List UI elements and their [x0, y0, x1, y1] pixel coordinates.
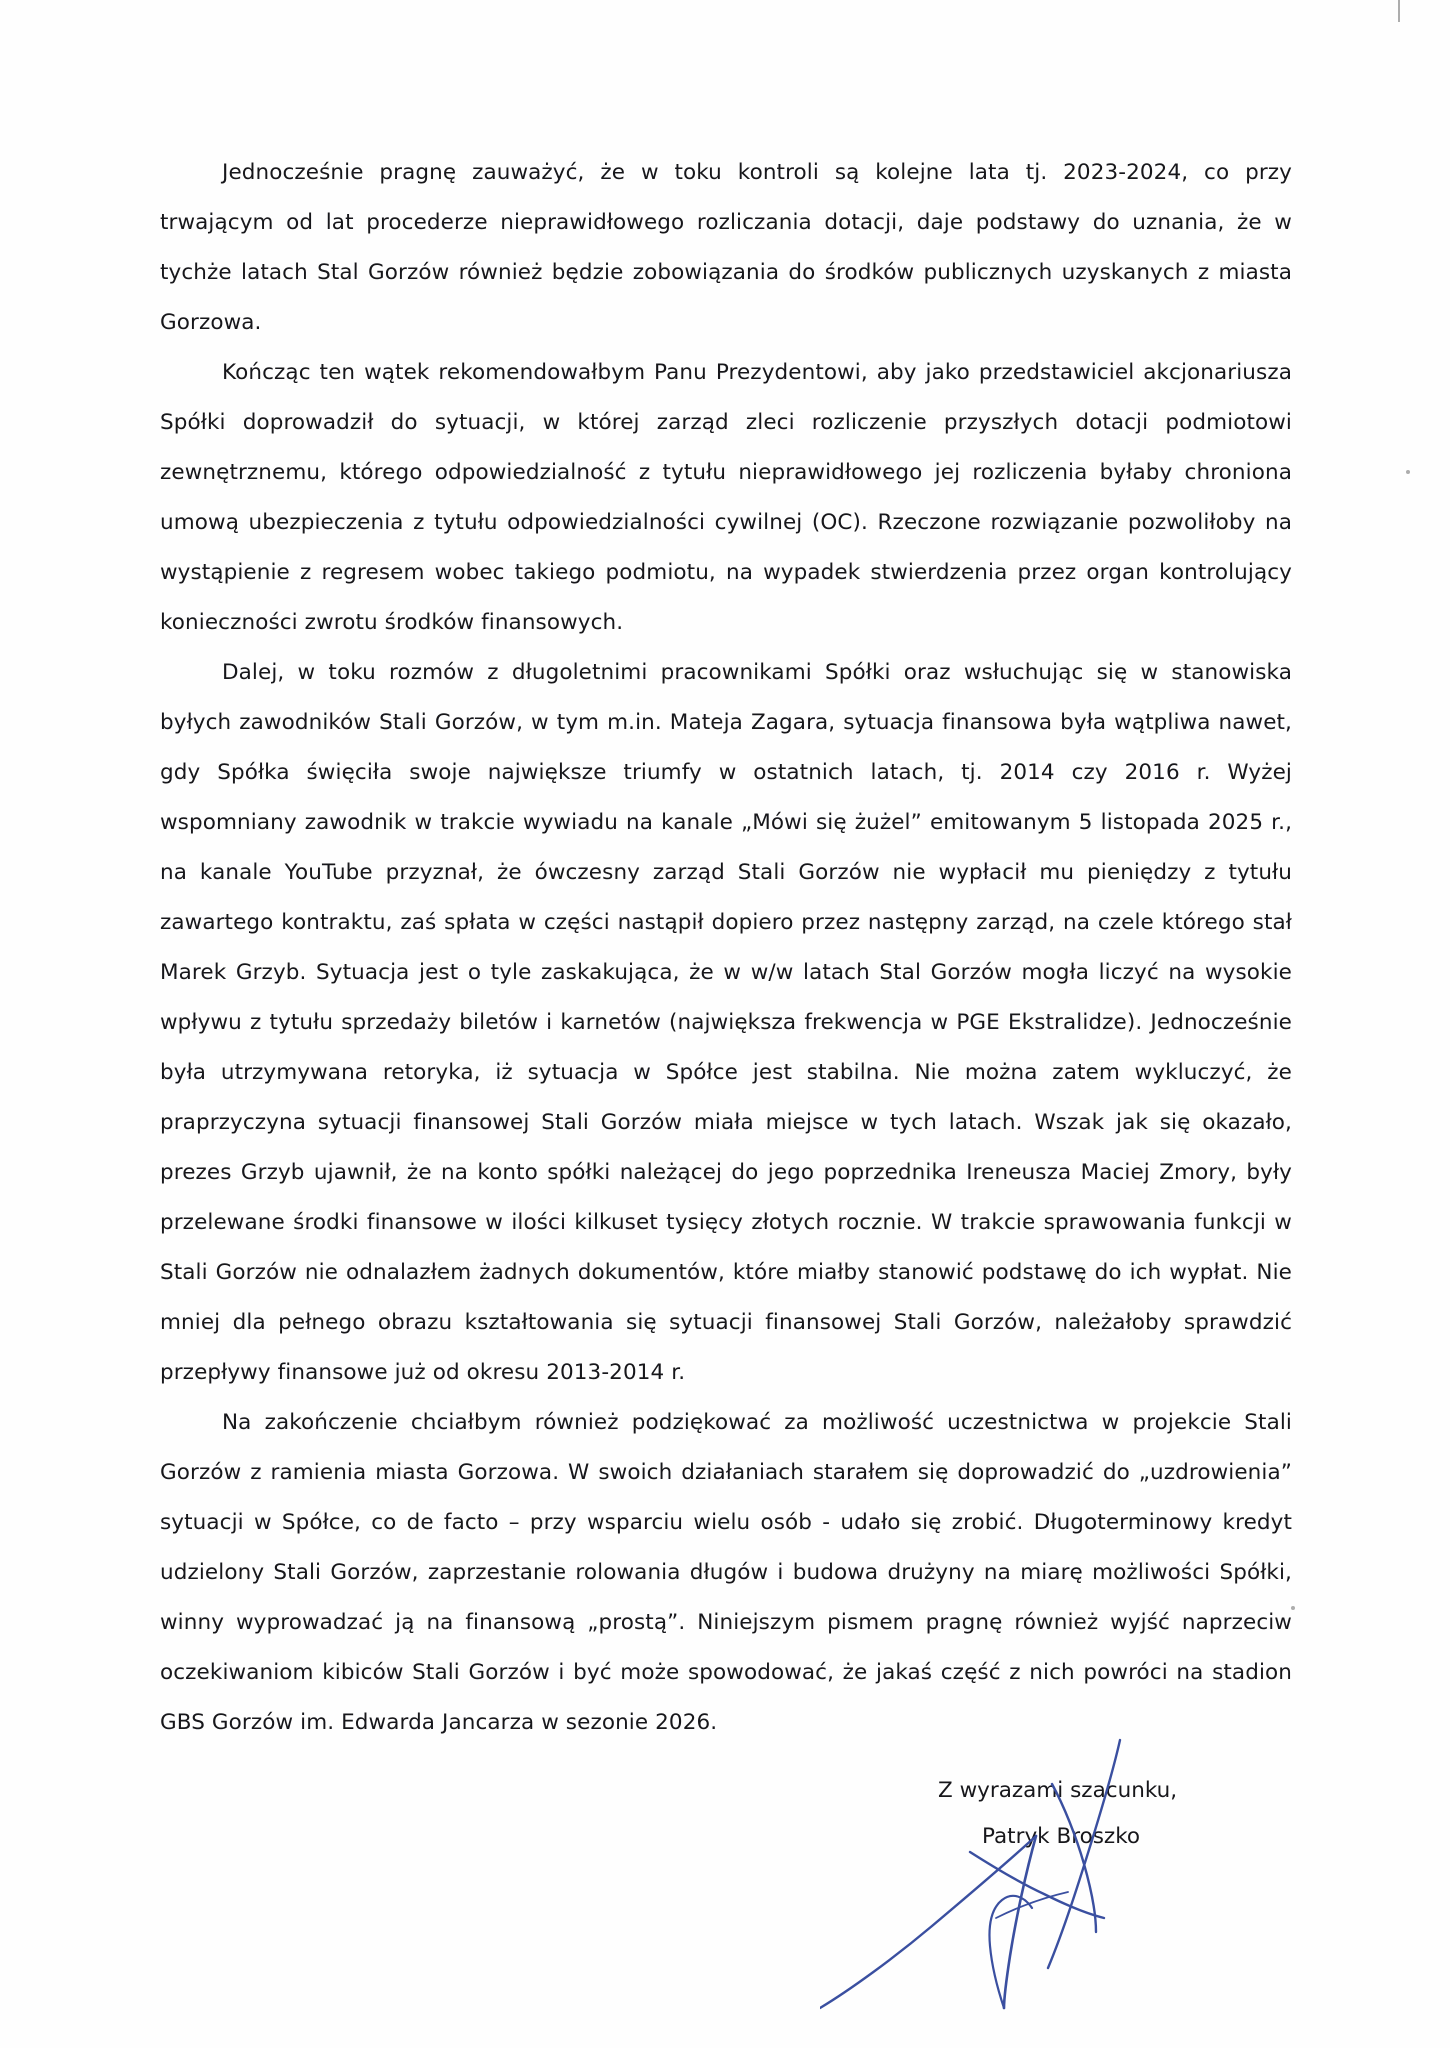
paragraph-1: Jednocześnie pragnę zauważyć, że w toku kontroli są kolejne lata tj. 2023-2024, co przy trwającym od lat procederze nieprawidłowego rozliczania dotacji, daje podstawy do uznania, że w tychże latach Stal Gorzów również będzie zobowiązania do środków publicznych uzyskanych z miasta Gorzowa.	[160, 160, 1292, 335]
paragraph-3: Dalej, w toku rozmów z długoletnimi pracownikami Spółki oraz wsłuchując się w stanowiska byłych zawodników Stali Gorzów, w tym m.in. Mateja Zagara, sytuacja finansowa była wątpliwa nawet, gdy Spółka święciła swoje największe triumfy w ostatnich latach, tj. 2014 czy 2016 r. Wyżej wspomniany zawodnik w trakcie wywiadu na kanale „Mówi się żużel” emitowanym 5 listopada 2025 r., na kanale YouTube przyznał, że ówczesny zarząd Stali Gorzów nie wypłacił mu pieniędzy z tytułu zawartego kontraktu, zaś spłata w części nastąpił dopiero przez następny zarząd, na czele którego stał Marek Grzyb. Sytuacja jest o tyle zaskakująca, że w w/w latach Stal Gorzów mogła liczyć na wysokie wpływu z tytułu sprzedaży biletów i karnetów (największa frekwencja w PGE Ekstralidze). Jednocześnie była utrzymywana retoryka, iż sytuacja w Spółce jest stabilna. Nie można zatem wykluczyć, że praprzyczyna sytuacji finansowej Stali Gorzów miała miejsce w tych latach. Wszak jak się okazało, prezes Grzyb ujawnił, że na konto spółki należącej do jego poprzednika Ireneusza Maciej Zmory, były przelewane środki finansowe w ilości kilkuset tysięcy złotych rocznie. W trakcie sprawowania funkcji w Stali Gorzów nie odnalazłem żadnych dokumentów, które miałby stanowić podstawę do ich wypłat. Nie mniej dla pełnego obrazu kształtowania się sytuacji finansowej Stali Gorzów, należałoby sprawdzić przepływy finansowe już od okresu 2013-2014 r.	[160, 660, 1292, 1385]
signer-name: Patryk Broszko	[982, 1824, 1141, 1849]
paragraph-4: Na zakończenie chciałbym również podziękować za możliwość uczestnictwa w projekcie Stali Gorzów z ramienia miasta Gorzowa. W swoich działaniach starałem się doprowadzić do „uzdrowienia” sytuacji w Spółce, co de facto – przy wsparciu wielu osób - udało się zrobić. Długoterminowy kredyt udzielony Stali Gorzów, zaprzestanie rolowania długów i budowa drużyny na miarę możliwości Spółki, winny wyprowadzać ją na finansową „prostą”. Niniejszym pismem pragnę również wyjść naprzeciw oczekiwaniom kibiców Stali Gorzów i być może spowodować, że jakaś część z nich powróci na stadion GBS Gorzów im. Edwarda Jancarza w sezonie 2026.	[160, 1410, 1292, 1735]
scan-artifact-right-dot	[1406, 470, 1410, 474]
scan-artifact-top-right	[1398, 0, 1400, 22]
closing-salutation: Z wyrazami szacunku,	[938, 1778, 1178, 1803]
document-body	[160, 148, 1292, 1998]
paragraph-2: Kończąc ten wątek rekomendowałbym Panu Prezydentowi, aby jako przedstawiciel akcjonariusza Spółki doprowadził do sytuacji, w której zarząd zleci rozliczenie przyszłych dotacji podmiotowi zewnętrznemu, którego odpowiedzialność z tytułu nieprawidłowego jej rozliczenia byłaby chroniona umową ubezpieczenia z tytułu odpowiedzialności cywilnej (OC). Rzeczone rozwiązanie pozwoliłoby na wystąpienie z regresem wobec takiego podmiotu, na wypadek stwierdzenia przez organ kontrolujący konieczności zwrotu środków finansowych.	[160, 360, 1292, 635]
closing-block	[160, 1768, 1292, 1998]
